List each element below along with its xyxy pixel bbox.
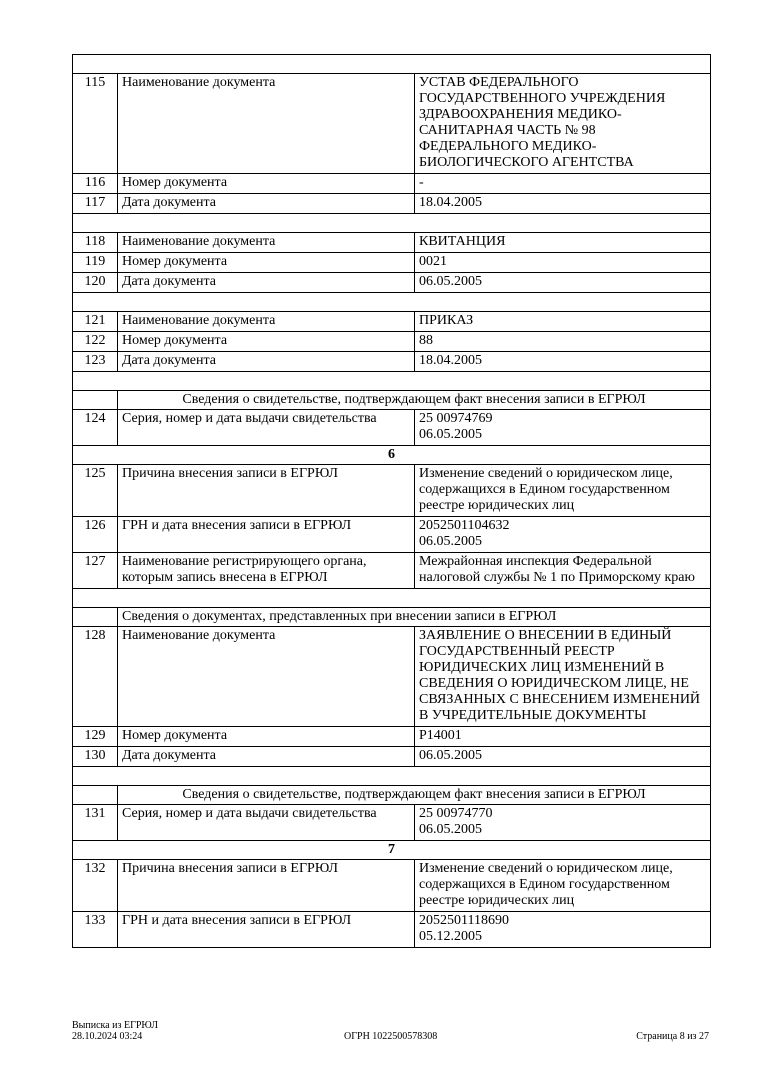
row-number: 117 <box>84 195 106 210</box>
section-header-text: Сведения о документах, представленных при внесении записи в ЕГРЮЛ <box>117 608 710 626</box>
row-label: Номер документа <box>117 727 414 746</box>
row-label: Дата документа <box>117 194 414 213</box>
table-row <box>73 174 710 194</box>
table-row <box>73 312 710 332</box>
table-row <box>73 74 710 174</box>
table-row <box>73 627 710 727</box>
row-label: Дата документа <box>117 273 414 292</box>
table-row <box>73 233 710 253</box>
row-label: Номер документа <box>117 253 414 272</box>
row-label: Номер документа <box>117 174 414 193</box>
table-row <box>73 194 710 214</box>
row-label: Наименование документа <box>117 233 414 252</box>
row-number: 128 <box>84 628 106 643</box>
table-row <box>73 727 710 747</box>
table-row <box>73 860 710 912</box>
blank-row <box>73 293 710 312</box>
row-value: ЗАЯВЛЕНИЕ О ВНЕСЕНИИ В ЕДИНЫЙ ГОСУДАРСТВЕННЫЙ РЕЕСТР ЮРИДИЧЕСКИХ ЛИЦ ИЗМЕНЕНИЙ В СВЕДЕНИЯ О ЮРИДИЧЕСКОМ ЛИЦЕ, НЕ СВЯЗАННЫХ С ВНЕСЕНИЕМ ИЗМЕНЕНИЙ В УЧРЕДИТЕЛЬНЫЕ ДОКУМЕНТЫ <box>414 627 710 726</box>
row-number: 132 <box>84 861 106 876</box>
row-number: 121 <box>84 313 106 328</box>
table-row <box>73 805 710 841</box>
row-label: Дата документа <box>117 747 414 766</box>
row-value: 0021 <box>414 253 710 272</box>
table-row <box>73 332 710 352</box>
row-number: 118 <box>84 234 106 249</box>
section-header-text: Сведения о свидетельстве, подтверждающем факт внесения записи в ЕГРЮЛ <box>117 391 710 409</box>
row-number: 130 <box>84 748 106 763</box>
row-value: 18.04.2005 <box>414 352 710 371</box>
row-value: 25 00974769 06.05.2005 <box>414 410 710 445</box>
row-number: 126 <box>84 518 106 533</box>
section-header-row <box>73 786 710 805</box>
section-header-row <box>73 391 710 410</box>
table-row <box>73 253 710 273</box>
row-value: УСТАВ ФЕДЕРАЛЬНОГО ГОСУДАРСТВЕННОГО УЧРЕЖДЕНИЯ ЗДРАВООХРАНЕНИЯ МЕДИКО-САНИТАРНАЯ ЧАСТЬ № 98 ФЕДЕРАЛЬНОГО МЕДИКО-БИОЛОГИЧЕСКОГО АГЕНТСТВА <box>414 74 710 173</box>
row-number: 115 <box>84 75 106 90</box>
row-label: Номер документа <box>117 332 414 351</box>
row-label: Серия, номер и дата выдачи свидетельства <box>117 805 414 840</box>
footer-page-number: Страница 8 из 27 <box>636 1031 709 1042</box>
record-number-banner: 7 <box>73 841 710 860</box>
row-value: Межрайонная инспекция Федеральной налоговой службы № 1 по Приморскому краю <box>414 553 710 588</box>
row-value: 18.04.2005 <box>414 194 710 213</box>
table-row <box>73 517 710 553</box>
section-header-spacer <box>73 608 117 626</box>
row-label: Наименование документа <box>117 627 414 726</box>
row-label: ГРН и дата внесения записи в ЕГРЮЛ <box>117 912 414 947</box>
row-number: 122 <box>84 333 106 348</box>
row-number: 119 <box>84 254 106 269</box>
row-number: 127 <box>84 554 106 569</box>
section-header-text: Сведения о свидетельстве, подтверждающем факт внесения записи в ЕГРЮЛ <box>117 786 710 804</box>
table-row <box>73 912 710 948</box>
row-value: КВИТАНЦИЯ <box>414 233 710 252</box>
row-label: Наименование документа <box>117 312 414 331</box>
blank-row <box>73 767 710 786</box>
section-header-row <box>73 608 710 627</box>
row-value: 2052501118690 05.12.2005 <box>414 912 710 947</box>
row-number: 129 <box>84 728 106 743</box>
row-label: Дата документа <box>117 352 414 371</box>
row-value: 06.05.2005 <box>414 273 710 292</box>
row-value: 06.05.2005 <box>414 747 710 766</box>
blank-row <box>73 214 710 233</box>
row-number: 116 <box>84 175 106 190</box>
row-value: 88 <box>414 332 710 351</box>
footer-doc-title: Выписка из ЕГРЮЛ <box>72 1020 158 1031</box>
table-row <box>73 352 710 372</box>
row-value: Изменение сведений о юридическом лице, содержащихся в Едином государственном реестре юридических лиц <box>414 860 710 911</box>
row-value: - <box>414 174 710 193</box>
table-row <box>73 273 710 293</box>
section-header-spacer <box>73 391 117 409</box>
row-value: ПРИКАЗ <box>414 312 710 331</box>
section-header-spacer <box>73 786 117 804</box>
footer-ogrn: ОГРН 1022500578308 <box>344 1031 438 1042</box>
row-label: Наименование документа <box>117 74 414 173</box>
table-row <box>73 410 710 446</box>
footer-doc-info <box>72 1020 158 1042</box>
row-number: 124 <box>84 411 106 426</box>
row-number: 125 <box>84 466 106 481</box>
row-value: Изменение сведений о юридическом лице, содержащихся в Едином государственном реестре юридических лиц <box>414 465 710 516</box>
row-label: Серия, номер и дата выдачи свидетельства <box>117 410 414 445</box>
row-number: 123 <box>84 353 106 368</box>
record-number-banner: 6 <box>73 446 710 465</box>
extract-table <box>72 54 711 948</box>
blank-row <box>73 55 710 74</box>
row-value: 2052501104632 06.05.2005 <box>414 517 710 552</box>
row-number: 133 <box>84 913 106 928</box>
table-row <box>73 553 710 589</box>
table-row <box>73 747 710 767</box>
row-label: Причина внесения записи в ЕГРЮЛ <box>117 860 414 911</box>
blank-row <box>73 589 710 608</box>
row-label: Причина внесения записи в ЕГРЮЛ <box>117 465 414 516</box>
row-value: 25 00974770 06.05.2005 <box>414 805 710 840</box>
row-label: ГРН и дата внесения записи в ЕГРЮЛ <box>117 517 414 552</box>
row-label: Наименование регистрирующего органа, которым запись внесена в ЕГРЮЛ <box>117 553 414 588</box>
table-row <box>73 465 710 517</box>
row-number: 131 <box>84 806 106 821</box>
row-number: 120 <box>84 274 106 289</box>
footer-doc-datetime: 28.10.2024 03:24 <box>72 1031 143 1042</box>
blank-row <box>73 372 710 391</box>
row-value: Р14001 <box>414 727 710 746</box>
